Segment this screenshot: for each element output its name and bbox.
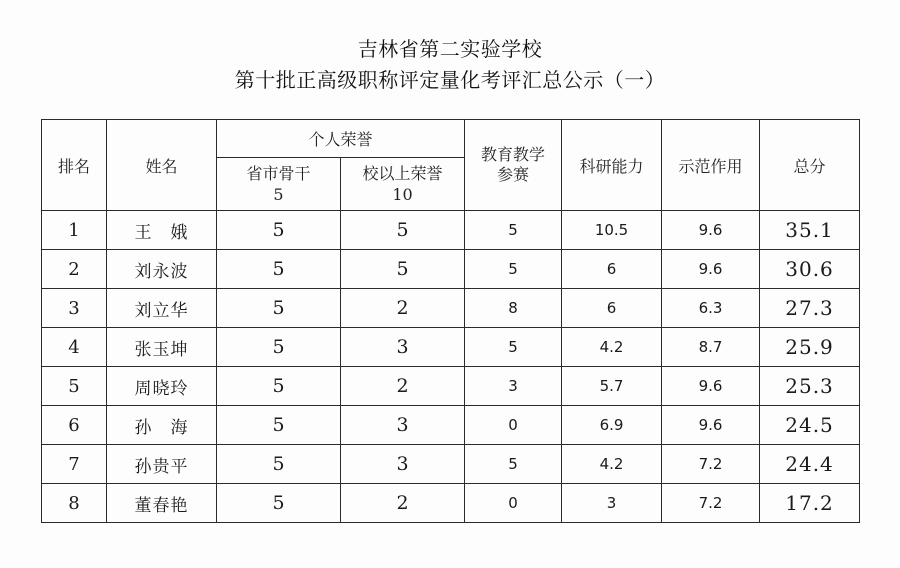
cell-rank: 1: [42, 211, 107, 250]
cell-demonstration: 7.2: [662, 445, 760, 484]
cell-teaching-contest: 0: [465, 484, 562, 523]
cell-school-honor: 3: [341, 445, 465, 484]
cell-research: 10.5: [562, 211, 662, 250]
cell-total: 27.3: [760, 289, 860, 328]
cell-provincial-backbone: 5: [217, 328, 341, 367]
cell-demonstration: 9.6: [662, 367, 760, 406]
cell-school-honor: 5: [341, 211, 465, 250]
school-honor-label: 校以上荣誉: [362, 164, 443, 183]
cell-research: 4.2: [562, 445, 662, 484]
cell-total: 24.5: [760, 406, 860, 445]
cell-name: 刘永波: [107, 250, 217, 289]
cell-total: 35.1: [760, 211, 860, 250]
cell-teaching-contest: 5: [465, 211, 562, 250]
cell-rank: 2: [42, 250, 107, 289]
cell-total: 25.3: [760, 367, 860, 406]
cell-name: 王 娥: [107, 211, 217, 250]
cell-provincial-backbone: 5: [217, 484, 341, 523]
table-row: [42, 328, 860, 367]
cell-rank: 3: [42, 289, 107, 328]
provincial-backbone-weight: 5: [273, 185, 284, 204]
cell-teaching-contest: 5: [465, 445, 562, 484]
cell-provincial-backbone: 5: [217, 289, 341, 328]
cell-name: 孙 海: [107, 406, 217, 445]
table-header-row: [42, 120, 860, 158]
column-header-school-honor: [341, 158, 465, 211]
table-row: [42, 406, 860, 445]
cell-name: 孙贵平: [107, 445, 217, 484]
cell-provincial-backbone: 5: [217, 445, 341, 484]
cell-teaching-contest: 3: [465, 367, 562, 406]
teaching-contest-label-line2: 参赛: [497, 165, 530, 184]
cell-name: 张玉坤: [107, 328, 217, 367]
cell-total: 17.2: [760, 484, 860, 523]
cell-school-honor: 2: [341, 367, 465, 406]
cell-rank: 5: [42, 367, 107, 406]
column-header-total: 总分: [760, 120, 860, 211]
cell-rank: 8: [42, 484, 107, 523]
provincial-backbone-label: 省市骨干: [246, 164, 311, 183]
cell-demonstration: 6.3: [662, 289, 760, 328]
cell-research: 6: [562, 289, 662, 328]
cell-teaching-contest: 5: [465, 250, 562, 289]
cell-demonstration: 9.6: [662, 406, 760, 445]
table-body: [42, 211, 860, 523]
table-row: [42, 211, 860, 250]
cell-total: 25.9: [760, 328, 860, 367]
school-honor-weight: 10: [392, 185, 413, 204]
column-header-research: 科研能力: [562, 120, 662, 211]
column-header-provincial-backbone: [217, 158, 341, 211]
column-header-rank: 排名: [42, 120, 107, 211]
cell-research: 3: [562, 484, 662, 523]
cell-school-honor: 2: [341, 289, 465, 328]
column-header-personal-honors: 个人荣誉: [217, 120, 465, 158]
column-header-name: 姓名: [107, 120, 217, 211]
teaching-contest-label-line1: 教育教学: [481, 145, 546, 164]
cell-school-honor: 2: [341, 484, 465, 523]
cell-research: 4.2: [562, 328, 662, 367]
score-summary-table: [41, 119, 860, 523]
table-row: [42, 367, 860, 406]
table-row: [42, 484, 860, 523]
cell-rank: 7: [42, 445, 107, 484]
cell-total: 24.4: [760, 445, 860, 484]
table-row: [42, 445, 860, 484]
cell-provincial-backbone: 5: [217, 250, 341, 289]
document-title-school: 吉林省第二实验学校: [357, 37, 543, 61]
table-row: [42, 289, 860, 328]
cell-research: 6: [562, 250, 662, 289]
cell-teaching-contest: 5: [465, 328, 562, 367]
cell-name: 刘立华: [107, 289, 217, 328]
cell-name: 周晓玲: [107, 367, 217, 406]
cell-research: 6.9: [562, 406, 662, 445]
cell-provincial-backbone: 5: [217, 367, 341, 406]
cell-rank: 6: [42, 406, 107, 445]
column-header-teaching-contest: [465, 120, 562, 211]
cell-total: 30.6: [760, 250, 860, 289]
cell-teaching-contest: 0: [465, 406, 562, 445]
column-header-demonstration: 示范作用: [662, 120, 760, 211]
cell-teaching-contest: 8: [465, 289, 562, 328]
document-title-announcement: 第十批正高级职称评定量化考评汇总公示（一）: [234, 68, 666, 92]
cell-demonstration: 9.6: [662, 211, 760, 250]
cell-research: 5.7: [562, 367, 662, 406]
cell-rank: 4: [42, 328, 107, 367]
cell-provincial-backbone: 5: [217, 406, 341, 445]
cell-demonstration: 7.2: [662, 484, 760, 523]
cell-name: 董春艳: [107, 484, 217, 523]
cell-school-honor: 3: [341, 406, 465, 445]
cell-school-honor: 5: [341, 250, 465, 289]
cell-school-honor: 3: [341, 328, 465, 367]
cell-provincial-backbone: 5: [217, 211, 341, 250]
cell-demonstration: 9.6: [662, 250, 760, 289]
cell-demonstration: 8.7: [662, 328, 760, 367]
table-row: [42, 250, 860, 289]
